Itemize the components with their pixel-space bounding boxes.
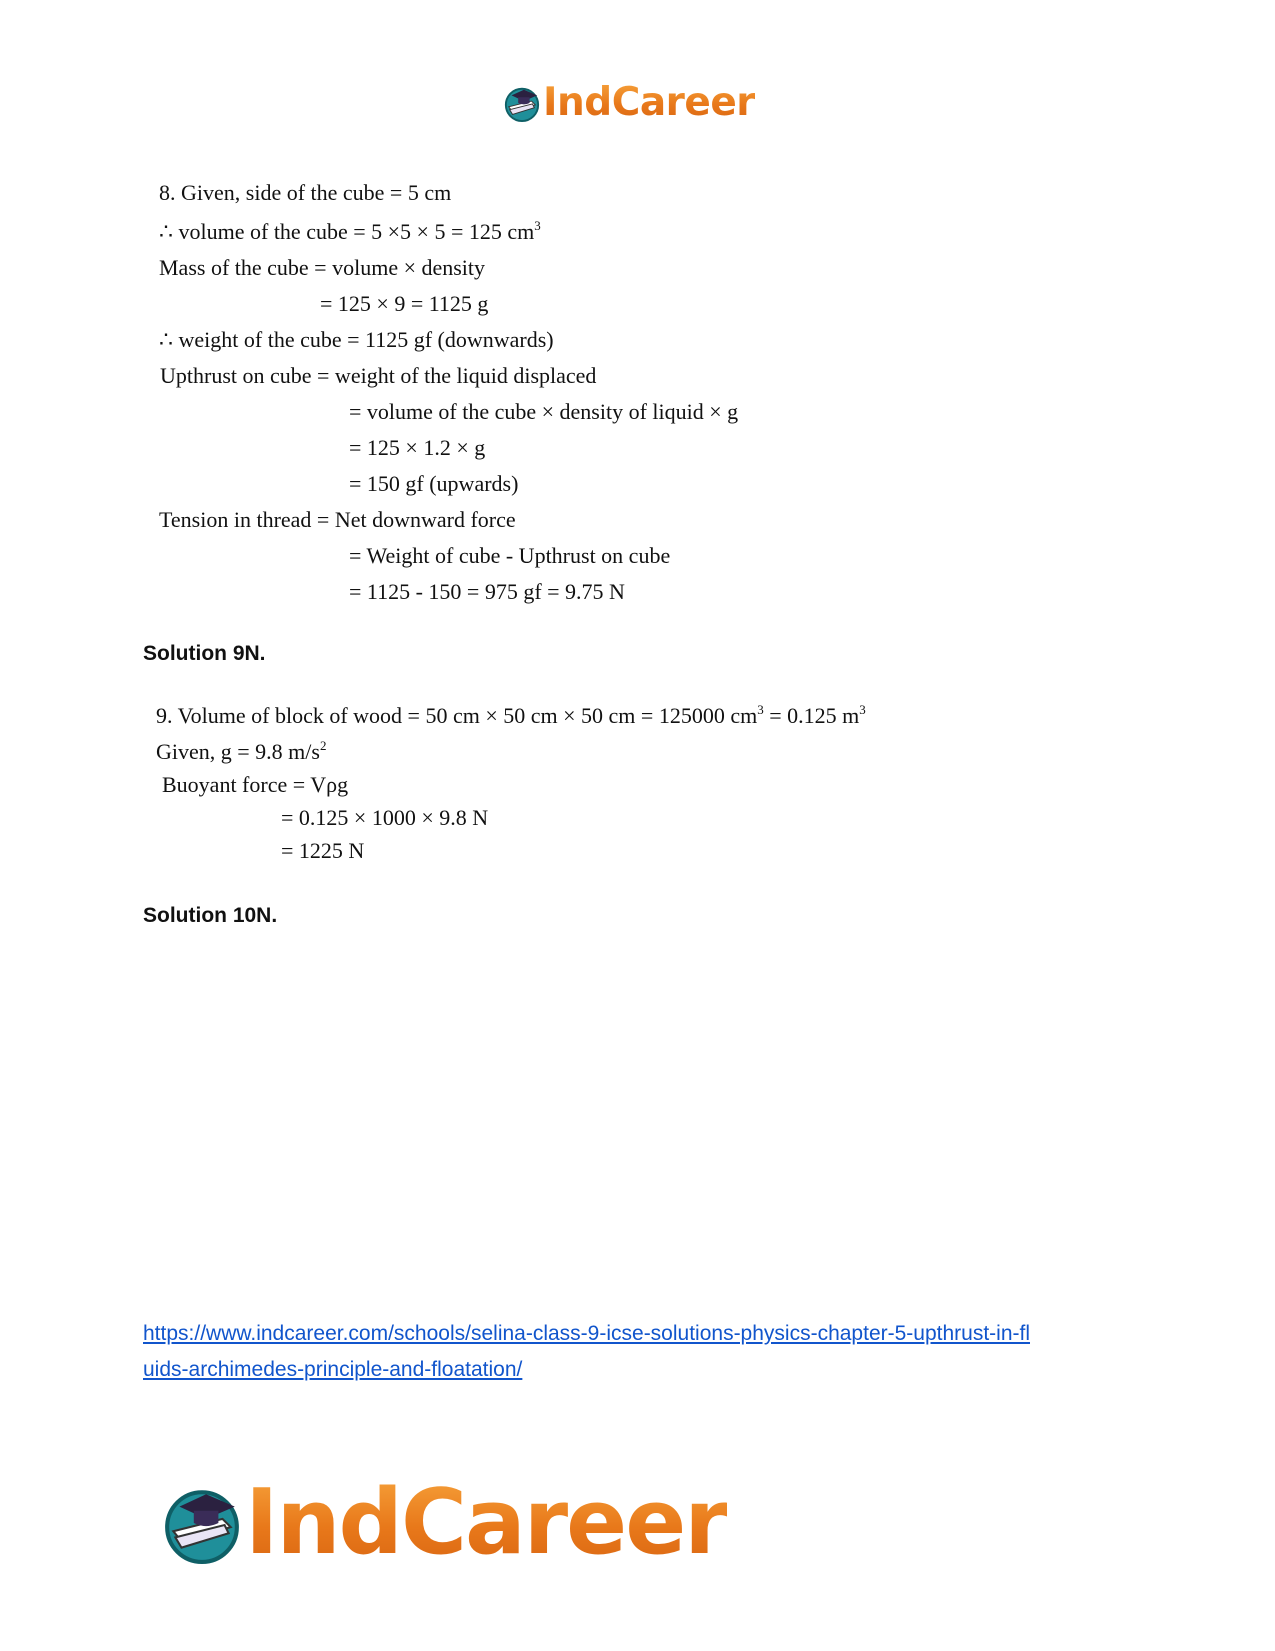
section-heading: Solution 9N.: [143, 642, 266, 665]
footer-logo: [161, 1470, 727, 1575]
source-link-line[interactable]: uids-archimedes-principle-and-floatation/: [143, 1358, 523, 1381]
eq-line: ∴ weight of the cube = 1125 gf (downwards): [159, 327, 554, 352]
eq-text: ∴ volume of the cube = 5 ×5 × 5 = 125 cm: [159, 219, 535, 244]
eq-line: [159, 219, 541, 245]
eq-line: Mass of the cube = volume × density: [159, 255, 486, 280]
superscript: 3: [757, 701, 764, 717]
eq-text: 9. Volume of block of wood = 50 cm × 50 cm × 50 cm = 125000 cm: [156, 703, 758, 728]
eq-line: Upthrust on cube = weight of the liquid displaced: [160, 363, 597, 388]
header-logo: [503, 80, 755, 125]
superscript: 3: [534, 217, 541, 233]
eq-line: Buoyant force = Vρg: [162, 772, 349, 797]
eq-line: [156, 739, 326, 765]
eq-line: = 1125 - 150 = 975 gf = 9.75 N: [349, 579, 625, 604]
eq-line: 8. Given, side of the cube = 5 cm: [159, 180, 452, 205]
eq-line: = 125 × 1.2 × g: [349, 435, 486, 460]
superscript: 3: [859, 701, 866, 717]
brand-name: IndCareer: [245, 1470, 727, 1575]
eq-line: [156, 703, 866, 729]
eq-line: = 125 × 9 = 1125 g: [320, 291, 489, 316]
eq-line: = 150 gf (upwards): [349, 471, 519, 496]
graduation-cap-icon: [503, 84, 541, 122]
eq-line: = 0.125 × 1000 × 9.8 N: [281, 805, 489, 830]
source-link[interactable]: [143, 1316, 1030, 1388]
eq-line: = Weight of cube - Upthrust on cube: [349, 543, 671, 568]
graduation-cap-icon: [161, 1482, 243, 1564]
eq-line: Tension in thread = Net downward force: [159, 507, 516, 532]
eq-line: = volume of the cube × density of liquid × g: [349, 399, 739, 424]
eq-text: Given, g = 9.8 m/s: [156, 739, 320, 764]
section-heading: Solution 10N.: [143, 904, 278, 927]
eq-text: = 0.125 m: [763, 703, 860, 728]
source-link-line[interactable]: https://www.indcareer.com/schools/selina-class-9-icse-solutions-physics-chapter-5-upthrust-in-fl: [143, 1322, 1030, 1345]
superscript: 2: [319, 737, 327, 753]
brand-name: IndCareer: [543, 80, 755, 125]
eq-line: = 1225 N: [281, 838, 365, 863]
